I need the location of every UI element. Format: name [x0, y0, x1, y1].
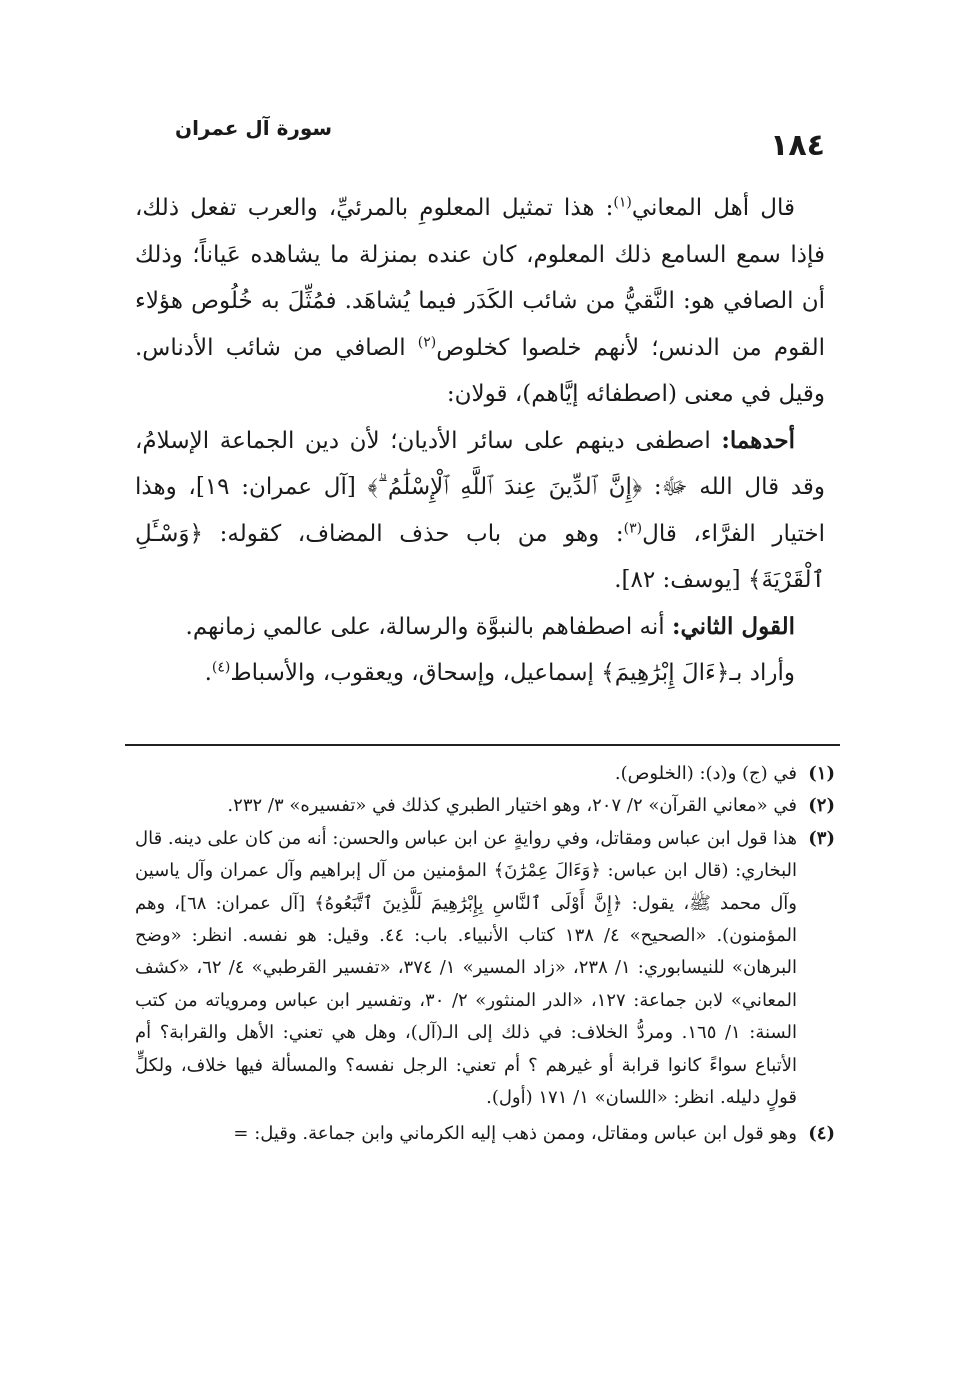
footnote-number: (٣)	[808, 827, 835, 849]
text-run: اصطفى دينهم على سائر الأديان؛ لأن دين الجماعة الإسلامُ، وقد قال الله ﷻ:	[135, 427, 825, 500]
paragraph-label: القول الثاني:	[671, 612, 795, 640]
page-number: ١٨٤	[770, 128, 825, 163]
text-run: [يوسف: ٨٢].	[614, 567, 748, 593]
quran-verse: ﴿إِنَّ ٱلدِّينَ عِندَ ٱللَّهِ ٱلْإِسْلَٰمُ ۗ﴾	[367, 474, 643, 500]
paragraph-3	[135, 604, 825, 651]
footnote-item	[135, 758, 835, 790]
footnote-text: في (ج) و(د): (الخلوص).	[614, 763, 797, 784]
footnote-number: (٢)	[808, 795, 835, 817]
footnote-item	[135, 1118, 835, 1150]
running-title: سورة آل عمران	[175, 116, 333, 140]
text-run: وأراد بـ	[729, 660, 795, 686]
quran-verse: ﴿ءَالَ إِبْرَٰهِيمَ﴾	[601, 660, 730, 686]
paragraph-1	[135, 185, 825, 418]
main-text	[135, 185, 825, 697]
text-run: أنه اصطفاهم بالنبوَّة والرسالة، على عالمي زمانهم.	[185, 613, 672, 640]
footnote-ref-1: (١)	[613, 194, 632, 211]
text-run: قال أهل المعاني	[631, 195, 795, 221]
quran-verse: ﴿وَسْـَٔلِ ٱلْقَرْيَةَ﴾	[135, 520, 825, 593]
footnote-text: هذا قول ابن عباس ومقاتل، وفي روايةٍ عن ابن عباس والحسن: أنه من كان على دينه. قال البخاري: (قال ابن عباس: ﴿وَءَالَ عِمْرَٰنَ﴾ المؤمنين من آل إبراهيم وآل عمران وآل ياسين وآل محمد ﷺ، يقول: ﴿إِنَّ أَوْلَى ٱلنَّاسِ بِإِبْرَٰهِيمَ لَلَّذِينَ ٱتَّبَعُوهُ﴾ [آل عمران: ٦٨]، وهم المؤمنون). «الصحيح» ٤/ ١٣٨ كتاب الأنبياء. باب: ٤٤. وقيل: هو نفسه. انظر: «وضح البرهان» للنيسابوري: ١/ ٢٣٨، «زاد المسير» ١/ ٣٧٤، «تفسير القرطبي» ٤/ ٦٢، «كشف المعاني» لابن جماعة: ١٢٧، «الدر المنثور» ٢/ ٣٠، وتفسير ابن عباس ومروياته من كتب السنة: ١/ ١٦٥. ومردُّ الخلاف: في ذلك إلى الـ(آل)، وهل هي تعني: الأهل والقرابة؟ أم الأتباع سواءً كانوا قرابة أو غيرهم ؟ أم تعني: الرجل نفسه؟ والمسألة فيها خلاف، ولكلٍّ قولٍ دليله. انظر: «اللسان» ١/ ١٧١ (أول).	[135, 827, 797, 1109]
footnote-ref-3: (٣)	[623, 519, 643, 536]
text-run: الصافي من شائب الأدناس. وقيل في معنى (اصطفائه إيَّاهم)، قولان:	[135, 334, 825, 407]
text-run: .	[204, 660, 212, 686]
footnote-item	[135, 823, 835, 1115]
footnote-text: في «معاني القرآن» ٢/ ٢٠٧، وهو اختيار الطبري كذلك في «تفسيره» ٣/ ٢٣٢.	[227, 795, 797, 817]
paragraph-label: أحدهما:	[721, 426, 795, 454]
page-header	[0, 108, 975, 168]
paragraph-4	[135, 650, 825, 697]
text-run: : وهو من باب حذف المضاف، كقوله:	[203, 520, 624, 547]
paragraph-2	[135, 418, 825, 604]
footnotes	[135, 758, 835, 1151]
text-run: [آل عمران: ١٩]، وهذا اختيار الفرَّاء، قال	[135, 474, 825, 547]
footnote-divider	[125, 744, 840, 746]
footnote-number: (٤)	[808, 1123, 835, 1145]
text-run: إسماعيل، وإسحاق، ويعقوب، والأسباط	[230, 660, 602, 686]
footnote-item	[135, 790, 835, 822]
footnote-text: وهو قول ابن عباس ومقاتل، وممن ذهب إليه الكرماني وابن جماعة. وقيل: =	[233, 1123, 797, 1145]
text-run: : هذا تمثيل المعلومِ بالمرئيِّ، والعرب تفعل ذلك، فإذا سمع السامع ذلك المعلوم، كان عنده بمنزلة ما يشاهده عَياناً؛ وذلك أن الصافي هو: النَّقيُّ من شائب الكَدَر فيما يُشاهَد. فمُثِّلَ به خُلُوص هؤلاء القوم من الدنس؛ لأنهم خلصوا كخلوص	[135, 195, 825, 361]
footnote-ref-4: (٤)	[211, 659, 231, 676]
footnote-number: (١)	[808, 763, 835, 784]
footnote-ref-2: (٢)	[417, 333, 437, 350]
